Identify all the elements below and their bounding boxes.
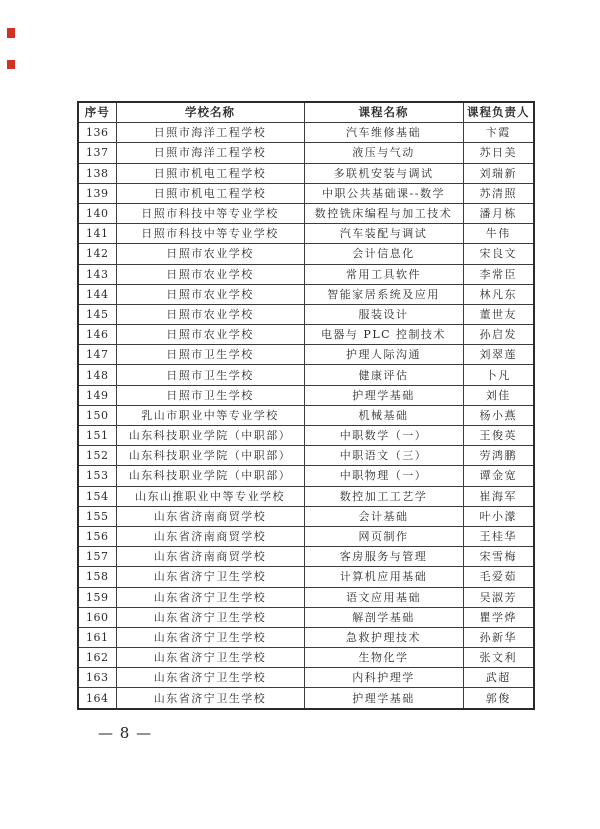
table-row <box>78 648 534 668</box>
cell-serial: 138 <box>78 163 116 183</box>
cell-course: 中职语文（三） <box>304 446 463 466</box>
table-row <box>78 365 534 385</box>
cell-person: 卜凡 <box>463 365 534 385</box>
cell-person: 孙新华 <box>463 627 534 647</box>
cell-school: 山东山推职业中等专业学校 <box>116 486 304 506</box>
cell-serial: 157 <box>78 547 116 567</box>
table-header-row <box>78 102 534 123</box>
cell-school: 日照市农业学校 <box>116 284 304 304</box>
table-row <box>78 446 534 466</box>
cell-serial: 147 <box>78 345 116 365</box>
cell-serial: 139 <box>78 183 116 203</box>
cell-course: 网页制作 <box>304 526 463 546</box>
cell-course: 急救护理技术 <box>304 627 463 647</box>
cell-serial: 152 <box>78 446 116 466</box>
cell-person: 王俊英 <box>463 426 534 446</box>
table-row <box>78 466 534 486</box>
cell-course: 电器与 PLC 控制技术 <box>304 325 463 345</box>
cell-serial: 154 <box>78 486 116 506</box>
cell-serial: 143 <box>78 264 116 284</box>
cell-serial: 142 <box>78 244 116 264</box>
cell-person: 牛伟 <box>463 224 534 244</box>
table-row <box>78 587 534 607</box>
cell-person: 苏日美 <box>463 143 534 163</box>
cell-school: 日照市农业学校 <box>116 264 304 284</box>
cell-school: 日照市卫生学校 <box>116 385 304 405</box>
header-course-leader: 课程负责人 <box>463 102 534 123</box>
table-row <box>78 304 534 324</box>
cell-person: 宋良文 <box>463 244 534 264</box>
cell-serial: 156 <box>78 526 116 546</box>
cell-person: 苏清照 <box>463 183 534 203</box>
cell-person: 郭俊 <box>463 688 534 709</box>
cell-person: 崔海军 <box>463 486 534 506</box>
cell-course: 客房服务与管理 <box>304 547 463 567</box>
table-row <box>78 143 534 163</box>
cell-person: 刘佳 <box>463 385 534 405</box>
cell-school: 日照市海洋工程学校 <box>116 123 304 143</box>
cell-serial: 151 <box>78 426 116 446</box>
cell-person: 瞿学烨 <box>463 607 534 627</box>
cell-course: 护理学基础 <box>304 385 463 405</box>
cell-serial: 141 <box>78 224 116 244</box>
header-serial: 序号 <box>78 102 116 123</box>
cell-serial: 153 <box>78 466 116 486</box>
table-row <box>78 607 534 627</box>
cell-school: 乳山市职业中等专业学校 <box>116 405 304 425</box>
cell-serial: 159 <box>78 587 116 607</box>
cell-course: 服装设计 <box>304 304 463 324</box>
cell-serial: 155 <box>78 506 116 526</box>
table-row <box>78 567 534 587</box>
cell-school: 山东省济宁卫生学校 <box>116 627 304 647</box>
cell-course: 健康评估 <box>304 365 463 385</box>
cell-course: 会计基础 <box>304 506 463 526</box>
cell-course: 语文应用基础 <box>304 587 463 607</box>
cell-school: 山东科技职业学院（中职部） <box>116 426 304 446</box>
table-row <box>78 325 534 345</box>
cell-person: 王桂华 <box>463 526 534 546</box>
table-row <box>78 688 534 709</box>
cell-person: 劳鸿鹏 <box>463 446 534 466</box>
table-header <box>78 102 534 123</box>
cell-school: 日照市农业学校 <box>116 325 304 345</box>
cell-person: 刘瑞新 <box>463 163 534 183</box>
cell-school: 日照市农业学校 <box>116 304 304 324</box>
cell-serial: 137 <box>78 143 116 163</box>
cell-school: 山东省济南商贸学校 <box>116 547 304 567</box>
cell-course: 汽车装配与调试 <box>304 224 463 244</box>
cell-school: 日照市海洋工程学校 <box>116 143 304 163</box>
cell-person: 刘翠莲 <box>463 345 534 365</box>
table-row <box>78 244 534 264</box>
cell-school: 山东省济南商贸学校 <box>116 506 304 526</box>
cell-serial: 140 <box>78 203 116 223</box>
cell-course: 汽车维修基础 <box>304 123 463 143</box>
cell-person: 宋雪梅 <box>463 547 534 567</box>
table-row <box>78 385 534 405</box>
header-course-name: 课程名称 <box>304 102 463 123</box>
cell-person: 孙启发 <box>463 325 534 345</box>
table-row <box>78 284 534 304</box>
cell-serial: 163 <box>78 668 116 688</box>
header-school-name: 学校名称 <box>116 102 304 123</box>
table-row <box>78 547 534 567</box>
cell-course: 护理人际沟通 <box>304 345 463 365</box>
cell-course: 会计信息化 <box>304 244 463 264</box>
cell-course: 数控铣床编程与加工技术 <box>304 203 463 223</box>
cell-person: 潘月栋 <box>463 203 534 223</box>
cell-course: 解剖学基础 <box>304 607 463 627</box>
cell-course: 中职数学（一） <box>304 426 463 446</box>
table-row <box>78 426 534 446</box>
cell-serial: 144 <box>78 284 116 304</box>
cell-course: 常用工具软件 <box>304 264 463 284</box>
cell-course: 机械基础 <box>304 405 463 425</box>
cell-person: 董世友 <box>463 304 534 324</box>
cell-school: 日照市机电工程学校 <box>116 183 304 203</box>
page-number: — 8 — <box>98 724 153 742</box>
cell-school: 山东科技职业学院（中职部） <box>116 466 304 486</box>
table-row <box>78 405 534 425</box>
cell-school: 山东省济宁卫生学校 <box>116 648 304 668</box>
red-scan-mark <box>7 28 15 38</box>
cell-person: 张文利 <box>463 648 534 668</box>
cell-serial: 164 <box>78 688 116 709</box>
table-row <box>78 627 534 647</box>
cell-person: 谭金宽 <box>463 466 534 486</box>
cell-course: 多联机安装与调试 <box>304 163 463 183</box>
cell-school: 日照市农业学校 <box>116 244 304 264</box>
cell-serial: 161 <box>78 627 116 647</box>
cell-serial: 160 <box>78 607 116 627</box>
cell-course: 生物化学 <box>304 648 463 668</box>
cell-person: 毛爱茹 <box>463 567 534 587</box>
cell-school: 山东省济宁卫生学校 <box>116 607 304 627</box>
red-scan-mark <box>7 60 15 69</box>
cell-person: 李常臣 <box>463 264 534 284</box>
cell-serial: 145 <box>78 304 116 324</box>
cell-school: 山东省济宁卫生学校 <box>116 587 304 607</box>
cell-course: 护理学基础 <box>304 688 463 709</box>
cell-course: 内科护理学 <box>304 668 463 688</box>
cell-course: 智能家居系统及应用 <box>304 284 463 304</box>
table-row <box>78 264 534 284</box>
cell-course: 数控加工工艺学 <box>304 486 463 506</box>
table-row <box>78 506 534 526</box>
cell-person: 叶小濛 <box>463 506 534 526</box>
cell-course: 计算机应用基础 <box>304 567 463 587</box>
table-row <box>78 526 534 546</box>
table-row <box>78 345 534 365</box>
cell-school: 日照市卫生学校 <box>116 365 304 385</box>
table-row <box>78 183 534 203</box>
table-row <box>78 203 534 223</box>
cell-person: 卞霞 <box>463 123 534 143</box>
cell-course: 液压与气动 <box>304 143 463 163</box>
table-row <box>78 486 534 506</box>
table-row <box>78 668 534 688</box>
cell-school: 山东省济南商贸学校 <box>116 526 304 546</box>
cell-school: 日照市科技中等专业学校 <box>116 203 304 223</box>
cell-school: 日照市卫生学校 <box>116 345 304 365</box>
cell-school: 山东省济宁卫生学校 <box>116 688 304 709</box>
cell-serial: 136 <box>78 123 116 143</box>
cell-school: 山东省济宁卫生学校 <box>116 668 304 688</box>
cell-school: 日照市科技中等专业学校 <box>116 224 304 244</box>
cell-person: 吴淑芳 <box>463 587 534 607</box>
cell-school: 山东省济宁卫生学校 <box>116 567 304 587</box>
cell-person: 林凡东 <box>463 284 534 304</box>
course-leader-table <box>77 101 535 710</box>
cell-person: 杨小燕 <box>463 405 534 425</box>
cell-serial: 162 <box>78 648 116 668</box>
table-row <box>78 163 534 183</box>
table-row <box>78 224 534 244</box>
table-row <box>78 123 534 143</box>
cell-school: 山东科技职业学院（中职部） <box>116 446 304 466</box>
cell-school: 日照市机电工程学校 <box>116 163 304 183</box>
cell-serial: 150 <box>78 405 116 425</box>
cell-course: 中职公共基础课--数学 <box>304 183 463 203</box>
table-body <box>78 123 534 709</box>
cell-serial: 148 <box>78 365 116 385</box>
cell-serial: 146 <box>78 325 116 345</box>
cell-person: 武超 <box>463 668 534 688</box>
cell-serial: 149 <box>78 385 116 405</box>
cell-serial: 158 <box>78 567 116 587</box>
cell-course: 中职物理（一） <box>304 466 463 486</box>
